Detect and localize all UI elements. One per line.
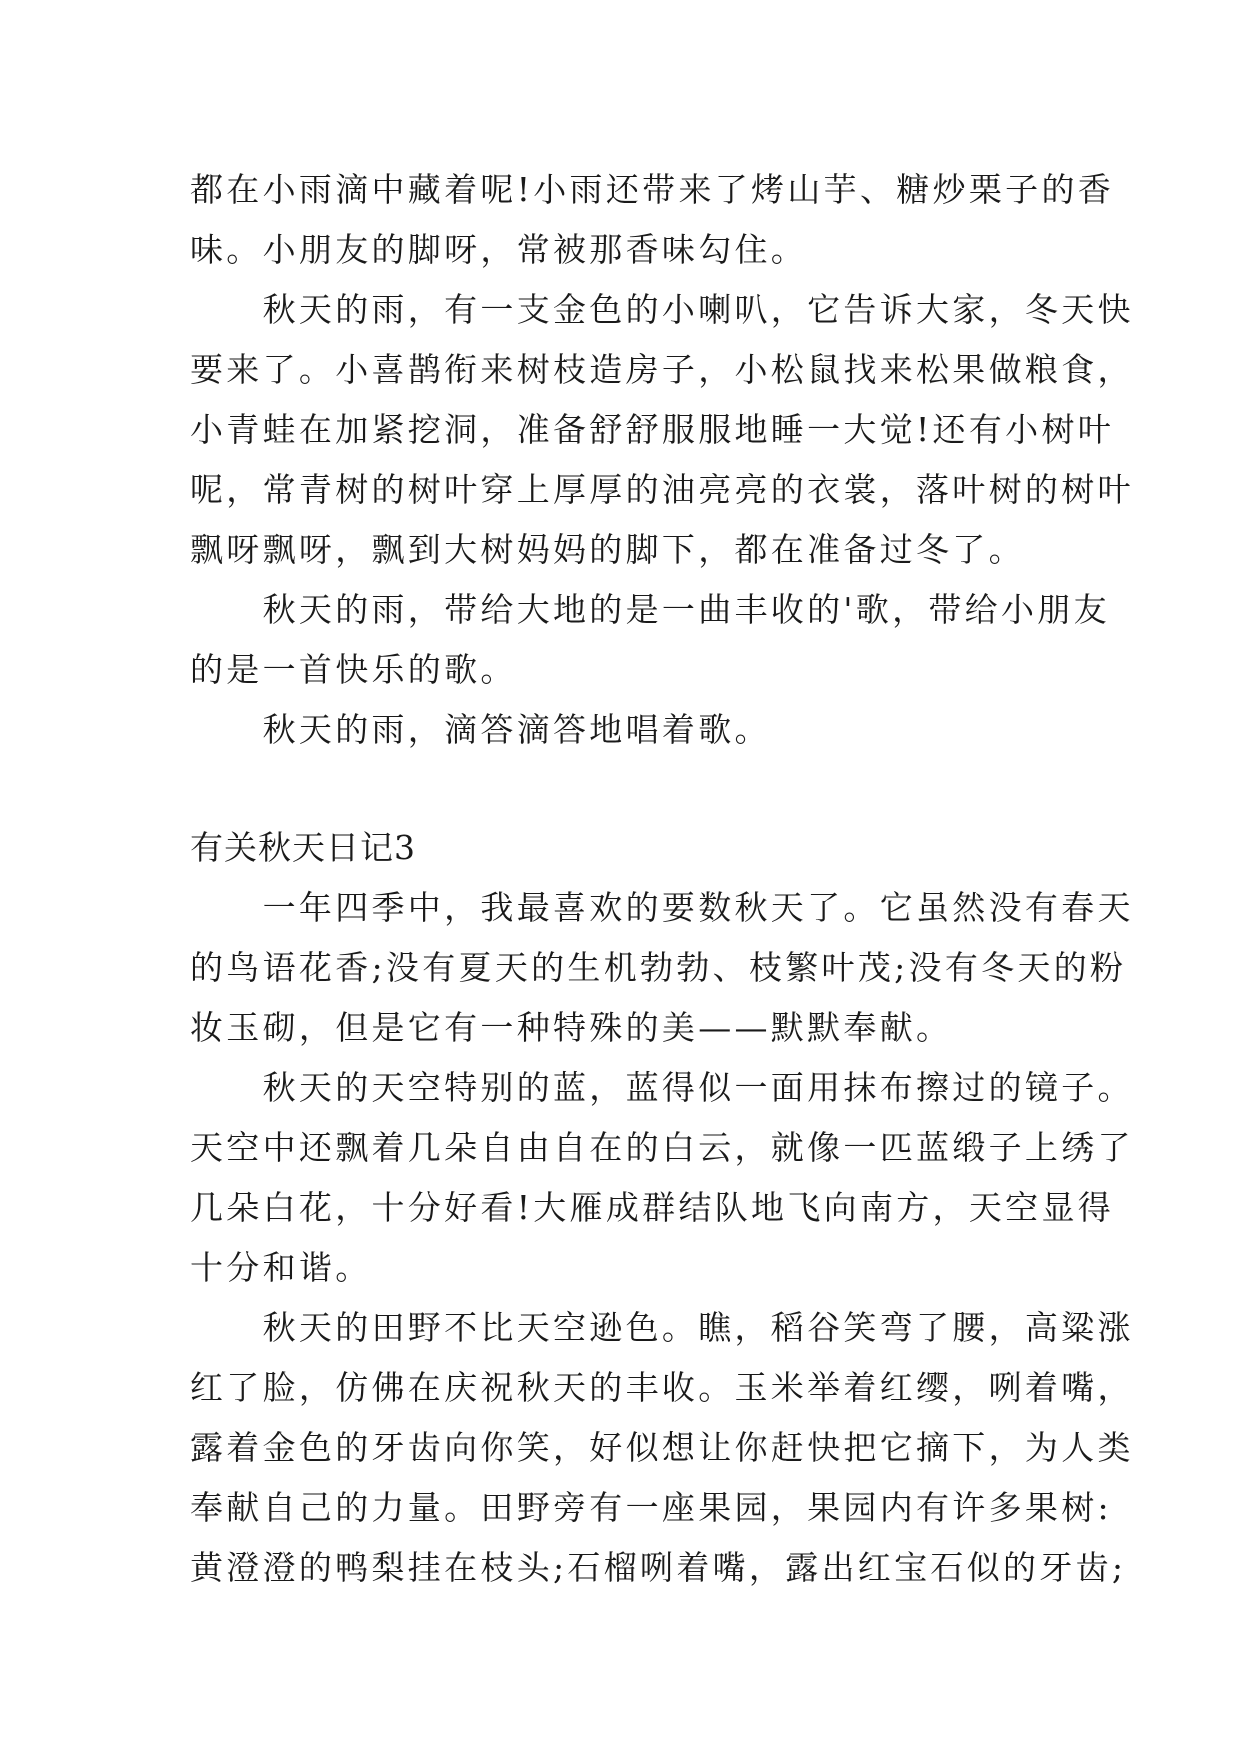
paragraph [190, 1058, 1134, 1298]
paragraph [190, 580, 1110, 700]
text-line: 秋天的田野不比天空逊色。瞧，稻谷笑弯了腰，高粱涨 [190, 1308, 1134, 1347]
paragraph [190, 280, 1134, 580]
text-line: 飘呀飘呀，飘到大树妈妈的脚下，都在准备过冬了。 [190, 530, 1025, 569]
text-line: 露着金色的牙齿向你笑，好似想让你赶快把它摘下，为人类 [190, 1428, 1134, 1467]
text-line: 几朵白花，十分好看!大雁成群结队地飞向南方，天空显得 [190, 1188, 1115, 1227]
text-line: 要来了。小喜鹊衔来树枝造房子，小松鼠找来松果做粮食， [190, 350, 1134, 389]
paragraph [190, 1298, 1134, 1598]
text-line: 黄澄澄的鸭梨挂在枝头;石榴咧着嘴，露出红宝石似的牙齿; [190, 1548, 1127, 1587]
paragraph [190, 160, 1115, 280]
text-line: 奉献自己的力量。田野旁有一座果园，果园内有许多果树: [190, 1488, 1112, 1527]
paragraph [190, 700, 1070, 760]
text-line: 的是一首快乐的歌。 [190, 650, 517, 689]
text-line: 秋天的雨，滴答滴答地唱着歌。 [190, 710, 771, 749]
text-line: 秋天的雨，有一支金色的小喇叭，它告诉大家，冬天快 [190, 290, 1134, 329]
text-line: 的鸟语花香;没有夏天的生机勃勃、枝繁叶茂;没有冬天的粉 [190, 948, 1127, 987]
text-line: 都在小雨滴中藏着呢!小雨还带来了烤山芋、糖炒栗子的香 [190, 170, 1115, 209]
text-line: 秋天的天空特别的蓝，蓝得似一面用抹布擦过的镜子。 [190, 1068, 1134, 1107]
text-line: 红了脸，仿佛在庆祝秋天的丰收。玉米举着红缨，咧着嘴， [190, 1368, 1134, 1407]
text-line: 秋天的雨，带给大地的是一曲丰收的'歌，带给小朋友 [190, 590, 1110, 629]
section-gap [190, 760, 1070, 818]
text-line: 天空中还飘着几朵自由自在的白云，就像一匹蓝缎子上绣了 [190, 1128, 1134, 1167]
text-line: 呢，常青树的树叶穿上厚厚的油亮亮的衣裳，落叶树的树叶 [190, 470, 1134, 509]
paragraph [190, 878, 1134, 1058]
text-line: 味。小朋友的脚呀，常被那香味勾住。 [190, 230, 808, 269]
text-line: 十分和谐。 [190, 1248, 372, 1287]
text-line: 妆玉砌，但是它有一种特殊的美——默默奉献。 [190, 1008, 953, 1047]
text-line: 小青蛙在加紧挖洞，准备舒舒服服地睡一大觉!还有小树叶 [190, 410, 1115, 449]
section-title: 有关秋天日记3 [190, 828, 416, 867]
document-body [190, 160, 1134, 1598]
text-line: 一年四季中，我最喜欢的要数秋天了。它虽然没有春天 [190, 888, 1134, 927]
